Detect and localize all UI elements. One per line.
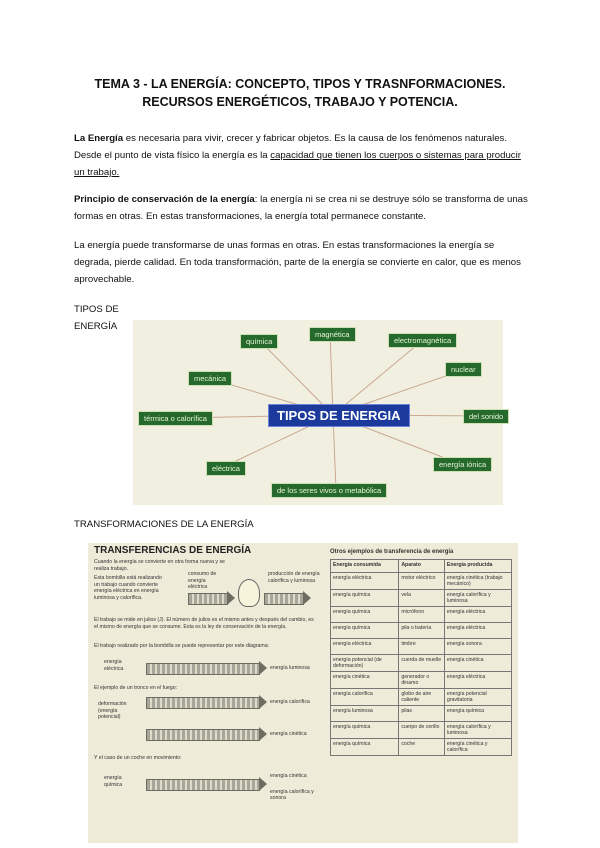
fig-text-6: Y el caso de un coche en movimiento: bbox=[94, 755, 182, 761]
table-cell: energía eléctrica bbox=[444, 623, 511, 639]
paragraph-transformation: La energía puede transformarse de unas formas en otras. En estas transformaciones la energía se degrada, pierde calidad. En toda transformación, parte de la energía se convierte en calor, que es menos aprovechable. bbox=[74, 240, 521, 285]
table-row bbox=[331, 722, 512, 739]
table-cell: energía cinética y calorífica bbox=[444, 739, 511, 756]
table-cell: energía cinética (trabajo mecánico) bbox=[444, 573, 511, 590]
table-cell: cuerda de muelle bbox=[399, 655, 445, 672]
fig-text-2: Esta bombilla está realizando un trabajo cuando convierte energía eléctrica en energía luminosa y calorífica. bbox=[94, 575, 162, 601]
node-quimica: química bbox=[240, 334, 278, 349]
node-magnetica: magnética bbox=[309, 327, 356, 342]
node-metabolica: de los seres vivos o metabólica bbox=[271, 483, 387, 498]
deformation-arrow bbox=[146, 729, 260, 741]
output-calorifica-sonora: energía calorífica y sonora bbox=[270, 789, 314, 801]
lightbulb-icon bbox=[238, 579, 260, 607]
table-cell: energía luminosa bbox=[331, 706, 399, 722]
energy-definition-underlined: capacidad que tienen los cuerpos o sistemas para producir un trabajo. bbox=[74, 150, 521, 178]
fig-text-1: Cuando la energía se convierte en otra forma nueva y se realiza trabajo. bbox=[94, 559, 225, 572]
fig-text-4: El trabajo realizado por la bombilla se puede representar por este diagrama: bbox=[94, 643, 270, 649]
table-row bbox=[331, 739, 512, 756]
bulb-output-arrow bbox=[264, 593, 304, 605]
table-cell: generador o dinamo bbox=[399, 672, 445, 689]
table-cell: energía química bbox=[331, 739, 399, 756]
fig-text-3: El trabajo se mide en julios (J). El número de julios es el mismo antes y después del cambio, es el mismo de energía que se consume. Esta es la ley de conservación de la energía. bbox=[94, 617, 314, 630]
car-arrow bbox=[146, 779, 260, 791]
table-cell: energía calorífica bbox=[331, 689, 399, 706]
header-producida: Energía producida bbox=[444, 560, 511, 573]
table-cell: timbre bbox=[399, 639, 445, 655]
diagram-label-deformacion: deformación (energía potencial) bbox=[98, 701, 127, 721]
energy-examples-table bbox=[330, 559, 512, 756]
energy-transfer-figure bbox=[88, 543, 518, 843]
table-row bbox=[331, 672, 512, 689]
node-center: TIPOS DE ENERGIA bbox=[268, 404, 410, 427]
table-row bbox=[331, 590, 512, 607]
table-cell: cuerpo de cerillo bbox=[399, 722, 445, 739]
table-row bbox=[331, 655, 512, 672]
table-row bbox=[331, 689, 512, 706]
table-cell: energía química bbox=[331, 623, 399, 639]
diagram-label-produccion: producción de energía calorífica y luminosa bbox=[268, 571, 320, 584]
diagram-label-consumo: consumo de energía eléctrica bbox=[188, 571, 217, 591]
energy-types-mindmap bbox=[133, 320, 503, 505]
node-mecanica: mecánica bbox=[188, 371, 232, 386]
title-line-2: RECURSOS ENERGÉTICOS, TRABAJO Y POTENCIA. bbox=[142, 95, 458, 109]
node-termica: térmica o calorífica bbox=[138, 411, 213, 426]
output-cinetica-car: energía cinética bbox=[270, 773, 307, 779]
header-consumida: Energía consumida bbox=[331, 560, 399, 573]
table-cell: pilas bbox=[399, 706, 445, 722]
table-cell: pila o batería bbox=[399, 623, 445, 639]
node-sonido: del sonido bbox=[463, 409, 509, 424]
table-cell: micrófono bbox=[399, 607, 445, 623]
node-nuclear: nuclear bbox=[445, 362, 482, 377]
table-header-row bbox=[331, 560, 512, 573]
table-cell: energía eléctrica bbox=[444, 672, 511, 689]
table-row bbox=[331, 639, 512, 655]
energy-definition-text: es necesaria para vivir, crecer y fabricar objetos. Es la causa de los fenómenos naturales. Desde el punto de vista físico la energía es la bbox=[74, 133, 508, 161]
table-cell: energía eléctrica bbox=[444, 607, 511, 623]
header-aparato: Aparato bbox=[399, 560, 445, 573]
node-electromagnetica: electromagnética bbox=[388, 333, 457, 348]
bulb-input-arrow bbox=[188, 593, 228, 605]
figure-subtitle: Otros ejemplos de transferencia de energía bbox=[330, 549, 454, 555]
table-row bbox=[331, 573, 512, 590]
fig-text-5: El ejemplo de un tronco en el fuego: bbox=[94, 685, 178, 691]
paragraph-energy-definition bbox=[74, 130, 529, 181]
table-cell: energía potencial (de deformación) bbox=[331, 655, 399, 672]
table-cell: energía química bbox=[331, 607, 399, 623]
node-ionica: energía iónica bbox=[433, 457, 492, 472]
table-cell: energía química bbox=[331, 590, 399, 607]
electric-arrow bbox=[146, 663, 260, 675]
tipos-label: TIPOS DE ENERGÍA bbox=[74, 304, 119, 332]
table-cell: energía química bbox=[444, 706, 511, 722]
table-cell: energía cinética bbox=[444, 655, 511, 672]
table-cell: energía potencial gravitatoria bbox=[444, 689, 511, 706]
table-cell: energía química bbox=[331, 722, 399, 739]
conservation-term: Principio de conservación de la energía bbox=[74, 194, 255, 205]
table-row bbox=[331, 706, 512, 722]
diagram-label-quimica: energía química bbox=[104, 775, 123, 788]
table-cell: globo de aire caliente bbox=[399, 689, 445, 706]
conservation-text: : la energía ni se crea ni se destruye sólo se transforma de unas formas en otras. En estas transformaciones, la energía total permanece constante. bbox=[74, 194, 528, 222]
output-calorifica: energía calorífica bbox=[270, 699, 310, 705]
paragraph-conservation bbox=[74, 191, 529, 225]
table-cell: energía calorífica y luminosa bbox=[444, 590, 511, 607]
table-cell: vela bbox=[399, 590, 445, 607]
transformaciones-label: TRANSFORMACIONES DE LA ENERGÍA bbox=[74, 519, 254, 530]
title-line-1: TEMA 3 - LA ENERGÍA: CONCEPTO, TIPOS Y TRASNFORMACIONES. bbox=[94, 77, 506, 91]
node-electrica: eléctrica bbox=[206, 461, 246, 476]
table-row bbox=[331, 623, 512, 639]
energy-term: La Energía bbox=[74, 133, 124, 144]
output-luminosa: energía luminosa bbox=[270, 665, 310, 671]
figure-title: TRANSFERENCIAS DE ENERGÍA bbox=[94, 545, 252, 556]
diagram-label-electrica: energía eléctrica bbox=[104, 659, 124, 672]
table-cell: energía calorífica y luminosa bbox=[444, 722, 511, 739]
table-cell: energía cinética bbox=[331, 672, 399, 689]
table-cell: motor eléctrico bbox=[399, 573, 445, 590]
wood-arrow bbox=[146, 697, 260, 709]
table-cell: energía eléctrica bbox=[331, 573, 399, 590]
table-row bbox=[331, 607, 512, 623]
table-cell: energía eléctrica bbox=[331, 639, 399, 655]
table-cell: energía sonora bbox=[444, 639, 511, 655]
table-cell: coche bbox=[399, 739, 445, 756]
output-cinetica: energía cinética bbox=[270, 731, 307, 737]
